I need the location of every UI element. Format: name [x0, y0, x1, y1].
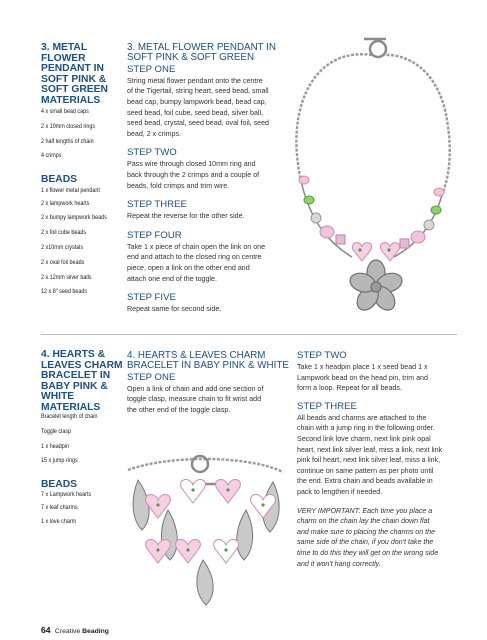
- step-text: Open a link of chain and add one section of toggle clasp, measure chain to fit wrist add the other end of the toggle clasp.: [127, 384, 264, 414]
- list-item: 2 x lampwork hearts: [41, 199, 90, 207]
- list-item: 4 x small bead caps: [41, 108, 89, 115]
- list-item: 1 x flower metal pendant: [41, 186, 100, 194]
- page-number: 64: [41, 625, 51, 635]
- beads-heading: BEADS: [41, 479, 78, 491]
- beads-list: [41, 187, 123, 304]
- step-heading: STEP FIVE: [127, 292, 176, 304]
- step-text: Take 1 x headpin place 1 x seed bead 1 x Lampwork bead on the head pin, trim and form a loop. Repeat for all beads.: [297, 363, 428, 393]
- charms: [133, 480, 279, 605]
- step-heading: STEP TWO: [127, 147, 177, 159]
- list-item: 2 x 12mm silver balls: [41, 273, 92, 281]
- list-item: 7 x Lampwork hearts: [41, 490, 92, 498]
- project-title: 4. HEARTS & LEAVES CHARM: [127, 350, 266, 361]
- list-item: 15 x jump rings: [41, 457, 78, 465]
- publication-name-bold: Beading: [82, 628, 109, 635]
- instructions-bracelet-intro: [127, 351, 297, 416]
- materials-heading: MATERIALS: [41, 401, 101, 413]
- list-item: 2 x oval foil beads: [41, 258, 85, 266]
- sidebar-title: 4. HEARTS & LEAVES CHARM BRACELET IN BABY PINK & WHITE: [41, 349, 123, 402]
- step-heading: STEP TWO: [297, 350, 347, 361]
- list-item: 4 crimps: [41, 152, 62, 160]
- beads-heading: BEADS: [41, 174, 78, 186]
- list-item: 1 x love charm: [41, 518, 77, 526]
- step-text: Repeat same for second side.: [127, 305, 222, 314]
- flower-pendant: [348, 260, 405, 314]
- list-item: 2 x bumpy lampwork beads: [41, 214, 107, 222]
- necklace-photo: [282, 25, 462, 320]
- bracelet-photo: [108, 410, 303, 610]
- list-item: 2 x 10mm closed rings: [41, 122, 96, 130]
- list-item: Bracelet length of chain: [41, 413, 98, 420]
- important-note: VERY IMPORTANT: Each time you place a charm on the chain lay the chain down flat and make sure to placing the charms on the same side of the chain, if you don't take the time to do this they will get on the wrong side and it won't hang correctly.: [297, 506, 439, 568]
- list-item: 7 x leaf charms: [41, 503, 78, 511]
- step-text: Take 1 x piece of chain open the link on one end and attach to the closed ring on centre piece, open a link on the other end and attach one end of the toggle.: [127, 242, 266, 283]
- page-footer: [41, 620, 109, 638]
- materials-heading: MATERIALS: [41, 94, 101, 106]
- step-heading: STEP ONE: [127, 63, 176, 75]
- step-text: Repeat the reverse for the other side.: [127, 212, 245, 221]
- materials-list: [41, 108, 123, 167]
- section-divider: [41, 334, 457, 335]
- list-item: 2 x10mm crystals: [41, 244, 84, 252]
- step-heading: STEP ONE: [127, 371, 176, 383]
- step-text: String metal flower pendant onto the centre of the Tigertail, string heart, seed bead, small bead cap, bumpy lampwork bead, bead cap, seed bead, foil cube, seed bead, silver ball, seed bead, crystal, seed bead, oval foil, seed bead, 2 x crimps.: [127, 76, 269, 138]
- sidebar-title: 3. METAL FLOWER PENDANT IN SOFT PINK & SOFT GREEN: [41, 42, 108, 95]
- publication-name: Creative: [54, 628, 81, 635]
- list-item: 2 half lengths of chain: [41, 137, 94, 145]
- project-title: SOFT PINK & SOFT GREEN: [127, 52, 255, 64]
- list-item: 1 x headpin: [41, 442, 69, 450]
- list-item: Toggle clasp: [41, 427, 72, 435]
- step-text: Pass wire through closed 10mm ring and back through the 2 crimps and a couple of beads, fold crimps and trim wire.: [127, 160, 260, 190]
- beads: [299, 176, 444, 261]
- list-item: 2 x foil cube beads: [41, 229, 87, 237]
- step-heading: STEP THREE: [297, 400, 357, 412]
- step-text: All beads and charms are attached to the chain with a jump ring in the following order. Second link love charm, next link pink opal heart, next link silver leaf, miss a link, next link pink foil heart, next link silver leaf, miss a link, continue on same pattern as per photo until the end. Extra chain and beads available in pack to lengthen if needed.: [297, 413, 443, 496]
- step-heading: STEP THREE: [127, 199, 187, 211]
- instructions-bracelet-steps: [297, 350, 462, 569]
- project-title: 3. METAL FLOWER PENDANT IN: [127, 42, 276, 53]
- step-heading: STEP FOUR: [127, 229, 182, 241]
- materials-sidebar-necklace: [41, 43, 123, 303]
- list-item: 12 x 8" seed beads: [41, 288, 88, 296]
- project-title: BRACELET IN BABY PINK & WHITE: [127, 360, 289, 372]
